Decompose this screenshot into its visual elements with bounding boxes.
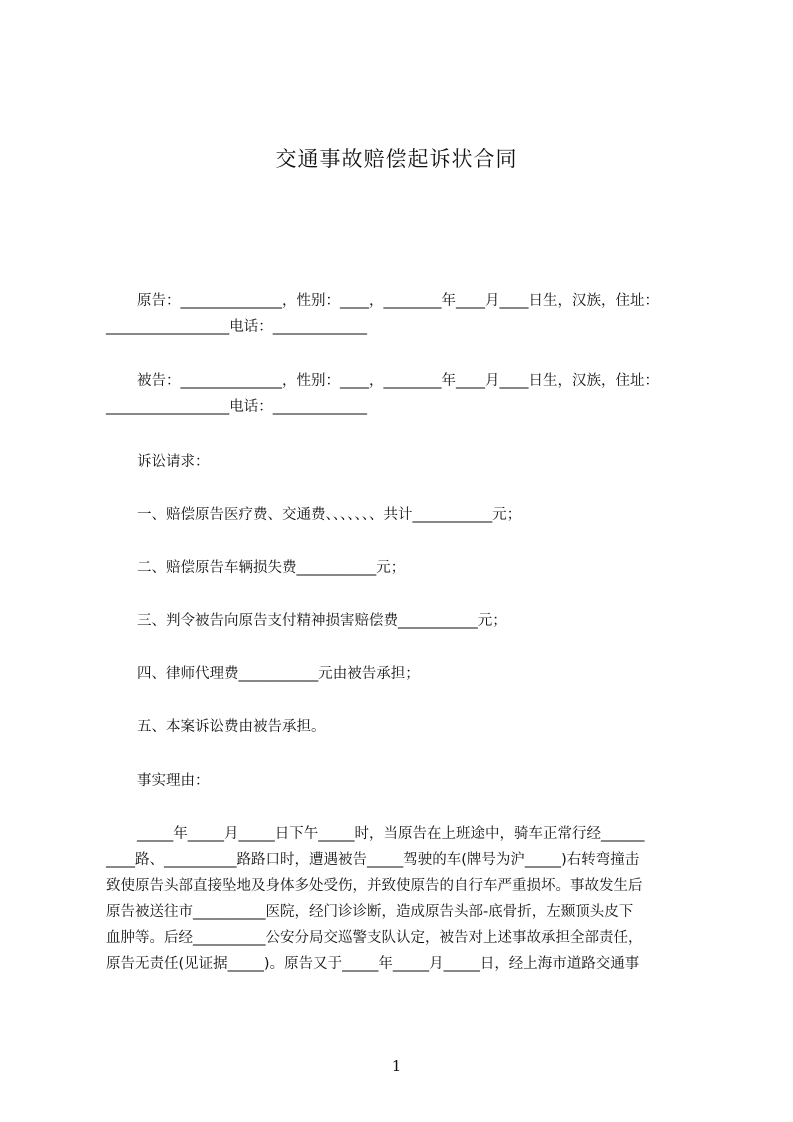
facts-line: 原告被送往市__________医院，经门诊诊断，造成原告头部-底骨折，左颞顶头皮下	[106, 904, 634, 920]
claim-item: 三、判令被告向原告支付精神损害赔偿费___________元；	[137, 613, 507, 629]
claims-heading: 诉讼请求：	[137, 454, 210, 470]
defendant-line-1: 被告：______________，性别：____，________年____月____日生，汉族，住址：	[137, 373, 659, 389]
facts-line: _____年_____月_____日下午_____时，当原告在上班途中，骑车正常行经______	[137, 826, 645, 842]
document-title: 交通事故赔偿起诉状合同	[275, 147, 518, 171]
page-number: 1	[391, 1057, 402, 1075]
defendant-line-2: _________________电话：_____________	[106, 399, 367, 415]
facts-line: ____路、__________路路口时，遭遇被告_____驾驶的车(牌号为沪_____)右转弯撞击	[106, 852, 640, 868]
claim-item: 四、律师代理费___________元由被告承担；	[137, 666, 420, 682]
facts-line: 原告无责任(见证据_____)。原告又于_____年_____月_____日，经上海市道路交通事	[106, 956, 640, 972]
facts-heading: 事实理由：	[137, 773, 210, 789]
facts-line: 血肿等。后经__________公安分局交巡警支队认定，被告对上述事故承担全部责任，	[106, 930, 643, 946]
claim-item: 二、赔偿原告车辆损失费___________元；	[137, 560, 406, 576]
plaintiff-line-1: 原告：______________，性别：____，________年____月____日生，汉族，住址：	[137, 293, 659, 309]
claim-item: 一、赔偿原告医疗费、交通费、、、、、、、共计___________元；	[137, 507, 522, 523]
plaintiff-line-2: _________________电话：_____________	[106, 319, 367, 335]
claim-item: 五、本案诉讼费由被告承担。	[137, 719, 326, 735]
facts-line: 致使原告头部直接坠地及身体多处受伤，并致使原告的自行车严重损坏。事故发生后	[106, 878, 643, 894]
